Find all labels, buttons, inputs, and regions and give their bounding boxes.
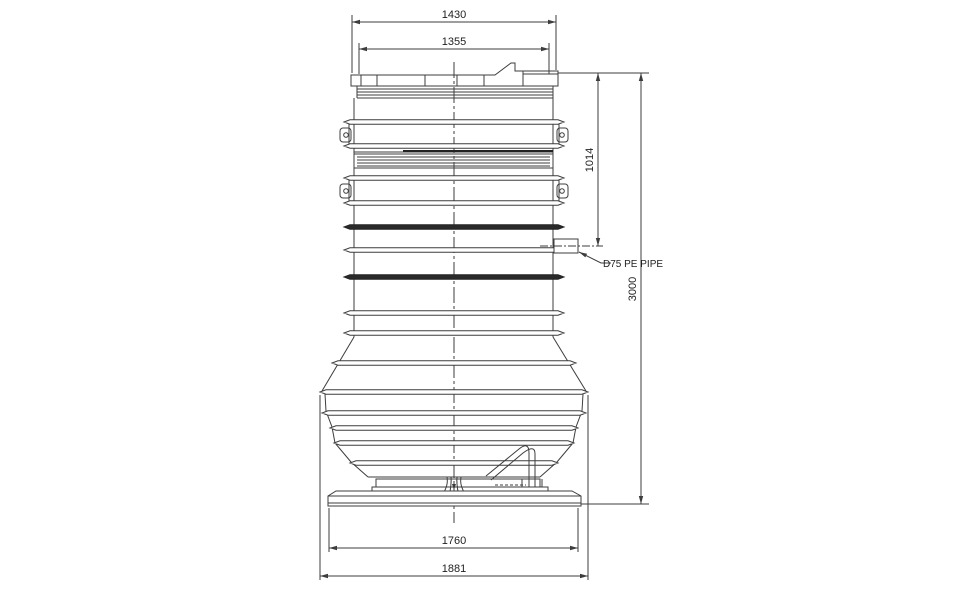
base-plate	[328, 491, 581, 506]
dimension-overall-height	[627, 73, 643, 504]
inlet-pipe-callout	[579, 252, 663, 270]
dim-text-overall-width: 1881	[441, 563, 467, 575]
dim-text-overall-height: 3000	[627, 276, 639, 302]
lug-hole-icon	[344, 189, 349, 194]
dimension-inlet-depth	[584, 73, 600, 246]
inlet-pipe-label: D75 PE PIPE	[603, 259, 664, 270]
dim-text-lid-outer: 1430	[441, 9, 467, 21]
tank-shaft	[340, 98, 603, 337]
lug-hole-icon	[560, 189, 565, 194]
dim-text-base-plate: 1760	[441, 535, 467, 547]
dim-text-lid-opening: 1355	[441, 36, 467, 48]
lug-hole-icon	[344, 133, 349, 138]
lug-hole-icon	[560, 133, 565, 138]
dim-text-inlet-depth: 1014	[584, 147, 596, 173]
internal-discharge-pipe	[486, 446, 542, 487]
lid-seal-rings	[357, 86, 553, 98]
